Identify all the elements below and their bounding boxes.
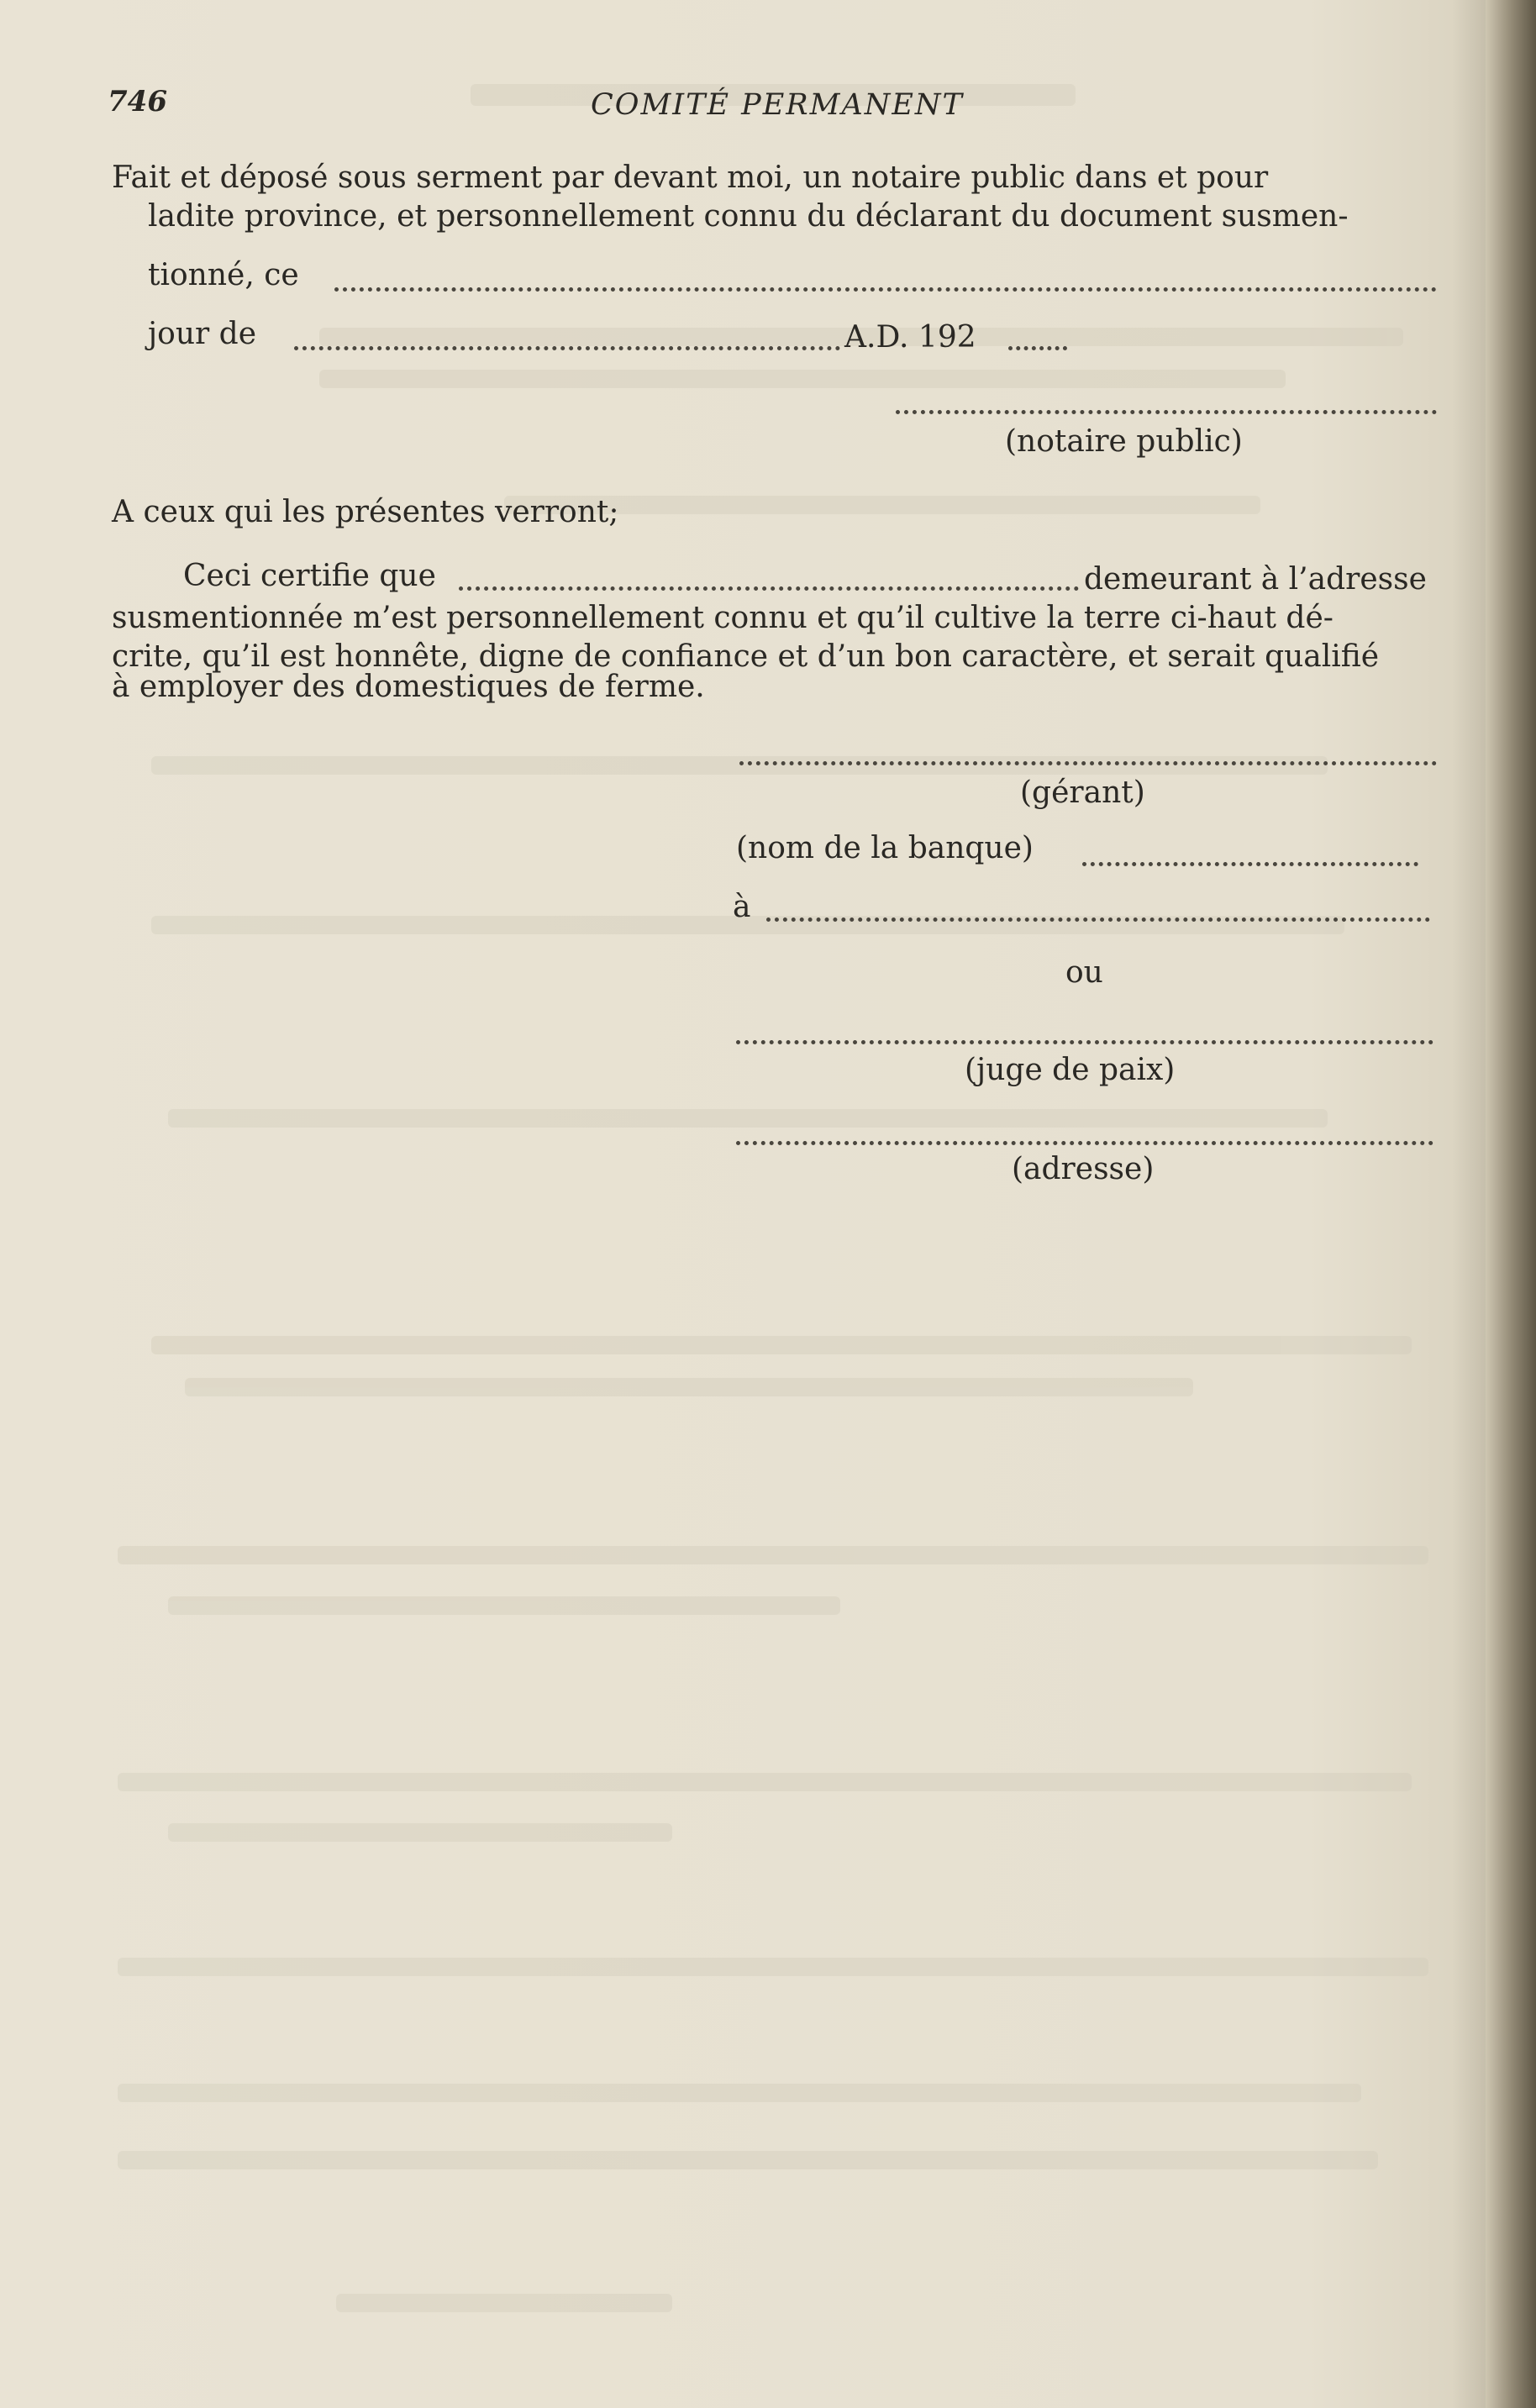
manager-caption: (gérant) bbox=[1020, 776, 1145, 810]
affidavit-line-3-label: tionné, ce bbox=[148, 258, 299, 292]
affidavit-line-1: Fait et déposé sous serment par devant moi, un notaire public dans et pour bbox=[112, 160, 1269, 195]
address-line[interactable] bbox=[736, 1141, 1433, 1145]
bank-name-label: (nom de la banque) bbox=[736, 831, 1034, 865]
certificate-salutation: A ceux qui les présentes verront; bbox=[112, 495, 619, 529]
manager-signature-line[interactable] bbox=[739, 761, 1437, 765]
gutter-shadow bbox=[1452, 0, 1486, 2408]
book-spine-edge bbox=[1486, 0, 1536, 2408]
date-blank-month[interactable] bbox=[294, 346, 840, 350]
affidavit-year: A.D. 192 bbox=[844, 320, 976, 355]
justice-signature-line[interactable] bbox=[736, 1040, 1433, 1044]
certificate-line-1-start: Ceci certifie que bbox=[183, 559, 436, 593]
certificate-line-1-end: demeurant à l’adresse bbox=[1084, 562, 1427, 597]
notary-signature-line[interactable] bbox=[896, 410, 1437, 414]
running-title: COMITÉ PERMANENT bbox=[591, 88, 964, 122]
page-number: 746 bbox=[108, 85, 167, 118]
notary-caption: (notaire public) bbox=[1005, 424, 1243, 459]
affidavit-line-4-label: jour de bbox=[148, 317, 257, 351]
bank-name-blank[interactable] bbox=[1082, 862, 1418, 866]
date-blank-year[interactable] bbox=[1008, 346, 1067, 350]
address-caption: (adresse) bbox=[1012, 1152, 1155, 1186]
affidavit-line-2: ladite province, et personnellement connu du déclarant du document susmen- bbox=[148, 199, 1349, 234]
justice-caption: (juge de paix) bbox=[965, 1053, 1176, 1087]
date-blank-day[interactable] bbox=[334, 287, 1437, 292]
certificate-line-3: crite, qu’il est honnête, digne de confiance et d’un bon caractère, et serait qualifié bbox=[112, 639, 1380, 674]
or-label: ou bbox=[1065, 955, 1103, 990]
location-label: à bbox=[733, 890, 751, 924]
certificate-line-4: à employer des domestiques de ferme. bbox=[112, 670, 705, 704]
farmer-name-blank[interactable] bbox=[459, 586, 1079, 591]
certificate-line-2: susmentionnée m’est personnellement connu et qu’il cultive la terre ci-haut dé- bbox=[112, 601, 1333, 635]
bank-location-blank[interactable] bbox=[766, 917, 1430, 922]
